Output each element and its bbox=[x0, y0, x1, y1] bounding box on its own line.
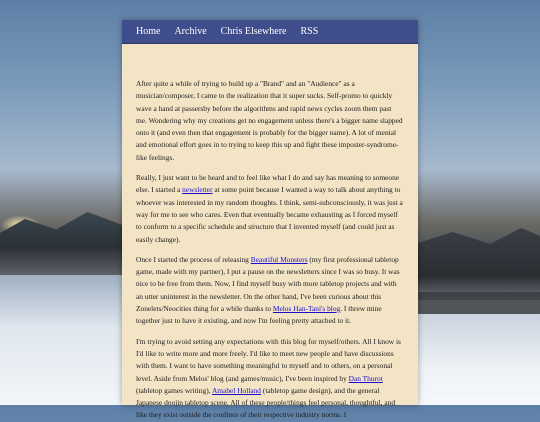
paragraph-4-text-c: (tabletop game design), and the general Japanese doujin tabletop scene. All of these people/things feel personal, thoughtful, and like they exist outside the confines of their respective industry norms. I bbox=[136, 385, 396, 420]
paragraph-2-text-a: Really, I just want to be heard and to feel like what I do and say has meaning to someone else. I started a bbox=[136, 173, 400, 195]
background-fence bbox=[418, 292, 540, 314]
beautiful-monsters-link[interactable]: Beautiful Monsters bbox=[250, 254, 308, 264]
paragraph-1 bbox=[136, 78, 404, 164]
paragraph-1-text: After quite a while of trying to build up a "Brand" and an "Audience" as a musician/composer, I came to the realization that it super sucks. Self-promo to quickly wave a hand at passersby before the algorithms and rapid news cycles zoom them past me. Wondering why my creations get no engagement unless there's a bigger name slapped onto it (and even then that engagement is probably for the bigger name). A lot of mental and emotional effort goes in to trying to keep this up and fight these imposter-syndrome-like feelings. bbox=[136, 79, 403, 162]
paragraph-4-text-b: (tabletop games writing), bbox=[136, 385, 212, 395]
paragraph-3-text-b: (my first professional tabletop game, made with my partner), I put a pause on the newsletters since I was so busy. It was nice to be free from them. Now, I find myself busy with more tabletop projects and with an utter uninterest in the newsletter. On the other hand, I've been curious about this Zonelets/Neocities thing for a while thanks to bbox=[136, 254, 400, 314]
paragraph-4 bbox=[136, 336, 404, 422]
background-mountains-right bbox=[415, 220, 540, 300]
paragraph-3-text-c: . I threw mine together just to have it existing, and now I'm feeling pretty attached to it. bbox=[136, 304, 382, 326]
nav-bar bbox=[122, 20, 418, 44]
melos-blog-link[interactable]: Melos Han-Tani's blog bbox=[272, 304, 341, 314]
blog-page bbox=[122, 20, 418, 420]
dan-thurot-link[interactable]: Dan Thurot bbox=[348, 373, 383, 383]
nav-link-rss[interactable]: RSS bbox=[300, 26, 319, 37]
newsletter-link[interactable]: newsletter bbox=[182, 185, 213, 195]
post-body bbox=[122, 44, 418, 422]
nav-link-home[interactable]: Home bbox=[136, 26, 161, 37]
paragraph-2 bbox=[136, 172, 404, 246]
paragraph-3-text-a: Once I started the process of releasing bbox=[136, 254, 251, 264]
amabel-holland-link[interactable]: Amabel Holland bbox=[211, 385, 262, 395]
nav-link-archive[interactable]: Archive bbox=[174, 26, 207, 37]
background-snow-right bbox=[418, 314, 540, 405]
paragraph-3 bbox=[136, 254, 404, 328]
paragraph-4-text-a: I'm trying to avoid setting any expectations with this blog for myself/others. All I know is I'd like to write more and more freely. I'd like to meet new people and have discussions with them. I want to have something meaningful to myself and to others, on a personal level. Aside from Melos' blog (and games/music), I've been inspired by bbox=[136, 336, 401, 383]
paragraph-2-text-b: at some point because I wanted a way to talk about anything to whoever was interested in my random thoughts. I think, semi-subconsciously, it was just a way for me to see who cares. Even that eventually became exhausting as I forced myself to conform to a specific schedule and structure that I invented myself (and could just as easily change). bbox=[136, 185, 403, 244]
background-snow-left bbox=[0, 275, 122, 405]
nav-link-chris-elsewhere[interactable]: Chris Elsewhere bbox=[220, 26, 287, 37]
